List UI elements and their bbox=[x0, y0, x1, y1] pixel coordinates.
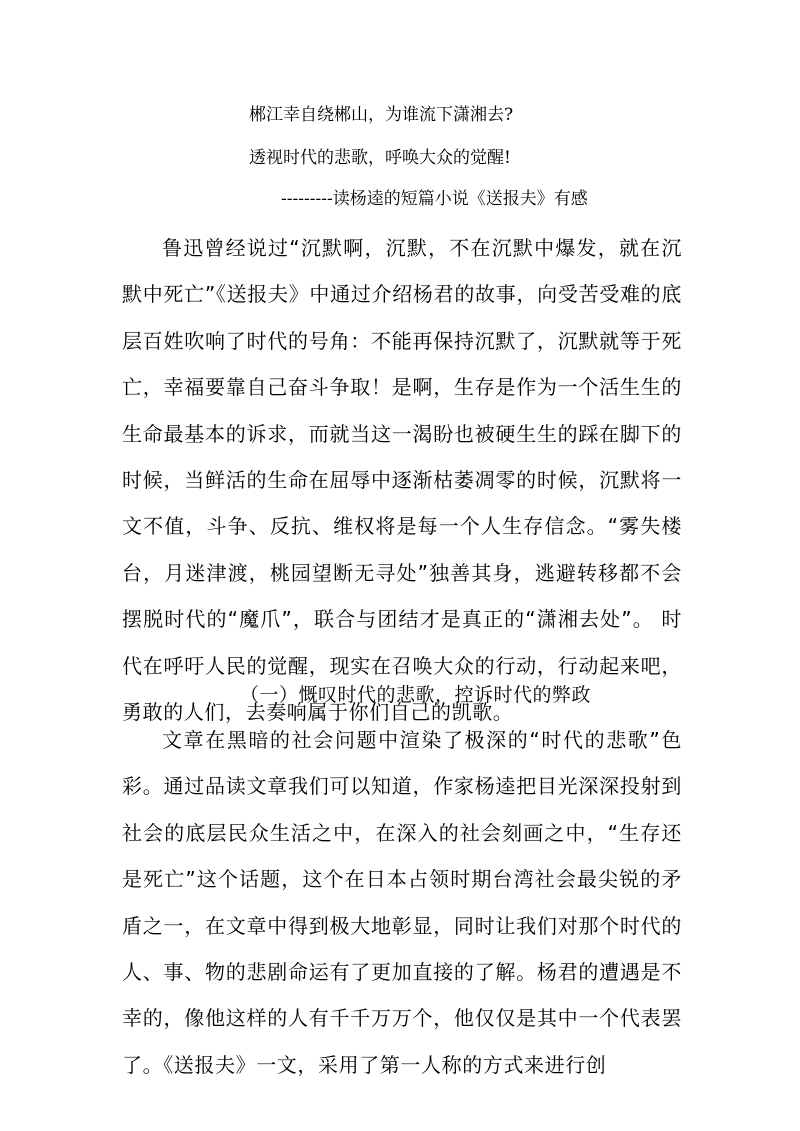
section-1-paragraph: 文章在黑暗的社会问题中渲染了极深的“时代的悲歌”色彩。通过品读文章我们可以知道，作家杨逵把目光深深投射到社会的底层民众生活之中，在深入的社会刻画之中，“生存还是死亡”这个话题，这个在日本占领时期台湾社会最尖锐的矛盾之一，在文章中得到极大地彰显，同时让我们对那个时代的人、事、物的悲剧命运有了更加直接的了解。杨君的遭遇是不幸的，像他这样的人有千千万万个，他仅仅是其中一个代表罢了。《送报夫》一文，采用了第一人称的方式来进行创 bbox=[122, 728, 682, 1077]
title-subtitle: ---------读杨逵的短篇小说《送报夫》有感 bbox=[281, 189, 588, 209]
title-line-1: 郴江幸自绕郴山，为谁流下潇湘去? bbox=[249, 105, 514, 125]
title-line-2: 透视时代的悲歌，呼唤大众的觉醒! bbox=[249, 148, 511, 168]
intro-paragraph: 鲁迅曾经说过“沉默啊，沉默，不在沉默中爆发，就在沉默中死亡”《送报夫》中通过介绍杨君的故事，向受苦受难的底层百姓吹响了时代的号角：不能再保持沉默了，沉默就等于死亡，幸福要靠自己奋斗争取！是啊，生存是作为一个活生生的生命最基本的诉求，而就当这一渴盼也被硬生生的踩在脚下的时候，当鲜活的生命在屈辱中逐渐枯萎凋零的时候，沉默将一文不值，斗争、反抗、维权将是每一个人生存信念。“雾失楼台，月迷津渡，桃园望断无寻处”独善其身，逃避转移都不会摆脱时代的“魔爪”，联合与团结才是真正的“潇湘去处”。 时代在呼吁人民的觉醒，现实在召唤大众的行动，行动起来吧，勇敢的人们，去奏响属于你们自己的凯歌。 bbox=[122, 236, 682, 725]
section-heading-1: （一）慨叹时代的悲歌，控诉时代的弊政 bbox=[240, 684, 592, 706]
